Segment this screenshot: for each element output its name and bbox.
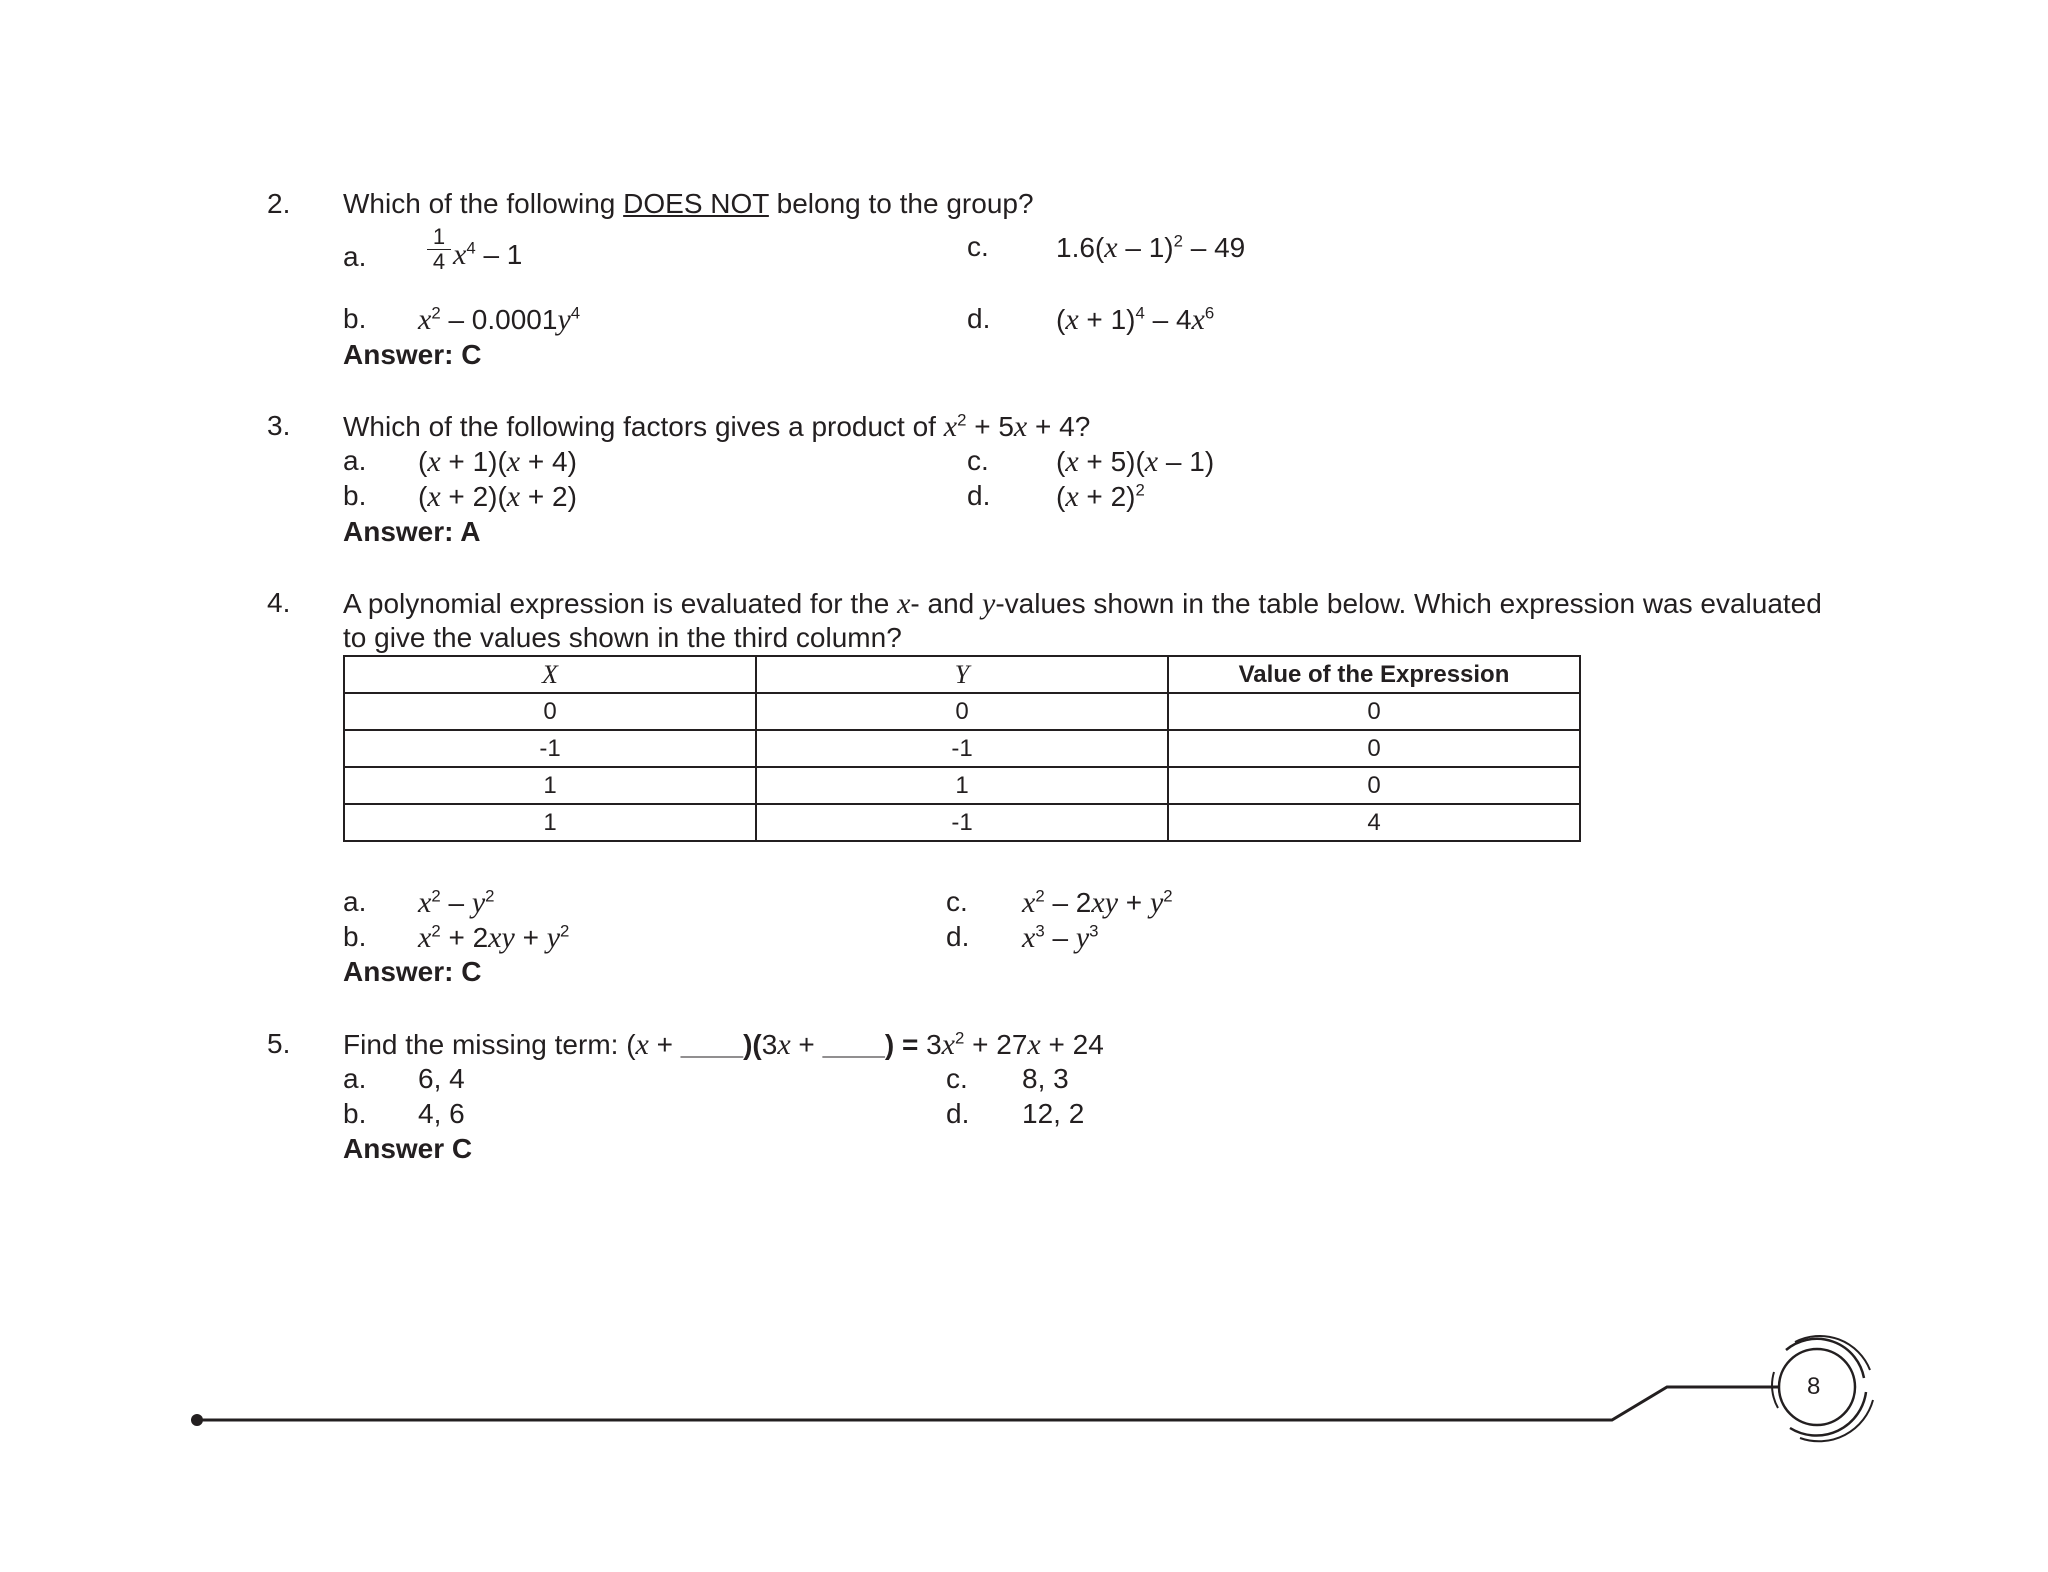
option-label: b. <box>343 480 367 511</box>
option-label: d. <box>967 303 991 334</box>
option-label: a. <box>343 886 367 917</box>
table-cell: 0 <box>756 693 1168 730</box>
answer-text: Answer: A <box>343 516 481 547</box>
option-label: c. <box>967 445 989 476</box>
question-number: 3. <box>267 410 291 441</box>
option-c-expression: (x + 5)(x – 1) <box>1056 445 1215 478</box>
option-d-expression: $(x + 2)^2$ <box>1056 480 1145 513</box>
option-label: c. <box>967 231 989 262</box>
question-stem-line-1: A polynomial expression is evaluated for the x- and y-values shown in the table below. Which expression was evaluated <box>343 587 1822 620</box>
option-label: b. <box>343 1098 367 1129</box>
table-cell: 0 <box>1168 730 1580 767</box>
column-header-x: X <box>344 656 756 693</box>
option-a-expression: $x^2 - y^2$ <box>418 886 495 919</box>
blank-2: ____ <box>822 1029 885 1060</box>
question-stem: Which of the following factors gives a product of $x^2 + 5x + 4$? <box>343 410 1091 443</box>
option-b-expression: (x + 2)(x + 2) <box>418 480 577 513</box>
table-cell: -1 <box>756 804 1168 841</box>
option-b-value: 4, 6 <box>418 1098 465 1129</box>
question-number: 2. <box>267 188 291 219</box>
table-cell: 4 <box>1168 804 1580 841</box>
option-label: c. <box>946 886 968 917</box>
table-cell: 1 <box>344 804 756 841</box>
option-label: d. <box>946 1098 970 1129</box>
option-label: a. <box>343 241 367 272</box>
option-label: a. <box>343 1063 367 1094</box>
table-cell: 1 <box>756 767 1168 804</box>
option-c-value: 8, 3 <box>1022 1063 1069 1094</box>
option-label: b. <box>343 921 367 952</box>
decorative-arc <box>1772 1372 1778 1408</box>
question-stem: Which of the following DOES NOT belong to the group? <box>343 188 1034 219</box>
answer-text: Answer: C <box>343 339 482 370</box>
answer-text: Answer C <box>343 1133 473 1164</box>
option-c-expression: 1.6(x – 1)$^2$ – 49 <box>1056 231 1246 264</box>
answer-text: Answer: C <box>343 956 482 987</box>
option-a-value: 6, 4 <box>418 1063 465 1094</box>
option-label: d. <box>946 921 970 952</box>
table-cell: -1 <box>344 730 756 767</box>
footer-line <box>197 1387 1778 1420</box>
table-cell: 0 <box>1168 767 1580 804</box>
fraction: $\frac{1}{4}$ <box>427 226 451 273</box>
option-label: a. <box>343 445 367 476</box>
option-label: b. <box>343 303 367 334</box>
option-a-expression: $x^4 - 1$ <box>453 238 523 271</box>
option-d-value: 12, 2 <box>1022 1098 1085 1129</box>
option-d-expression: $x^3 - y^3$ <box>1022 921 1099 954</box>
table-cell: 1 <box>344 767 756 804</box>
table-cell: -1 <box>756 730 1168 767</box>
option-b-expression: $x^2 + 2xy + y^2$ <box>418 921 570 954</box>
option-c-expression: $x^2 - 2xy + y^2$ <box>1022 886 1173 919</box>
table-cell: 0 <box>1168 693 1580 730</box>
blank-1: ____ <box>680 1029 744 1060</box>
column-header-y: Y <box>756 656 1168 693</box>
option-label: d. <box>967 480 991 511</box>
question-stem-line-2: to give the values shown in the third column? <box>343 622 902 653</box>
option-d-expression: $(x + 1)^4 - 4x^6$ <box>1056 303 1215 336</box>
page-number: 8 <box>1807 1373 1821 1400</box>
option-label: c. <box>946 1063 968 1094</box>
option-a-expression: (x + 1)(x + 4) <box>418 445 577 478</box>
table-cell: 0 <box>344 693 756 730</box>
emphasis-does-not: DOES NOT <box>623 188 769 219</box>
question-stem: Find the missing term: (x + ____)(3x + ____) = $3x^2 + 27x + 24$ <box>343 1028 1104 1061</box>
question-number: 5. <box>267 1028 291 1059</box>
question-number: 4. <box>267 587 291 618</box>
option-b-expression: $x^2 - 0.0001y^4$ <box>418 303 581 336</box>
column-header-value: Value of the Expression <box>1168 656 1580 693</box>
